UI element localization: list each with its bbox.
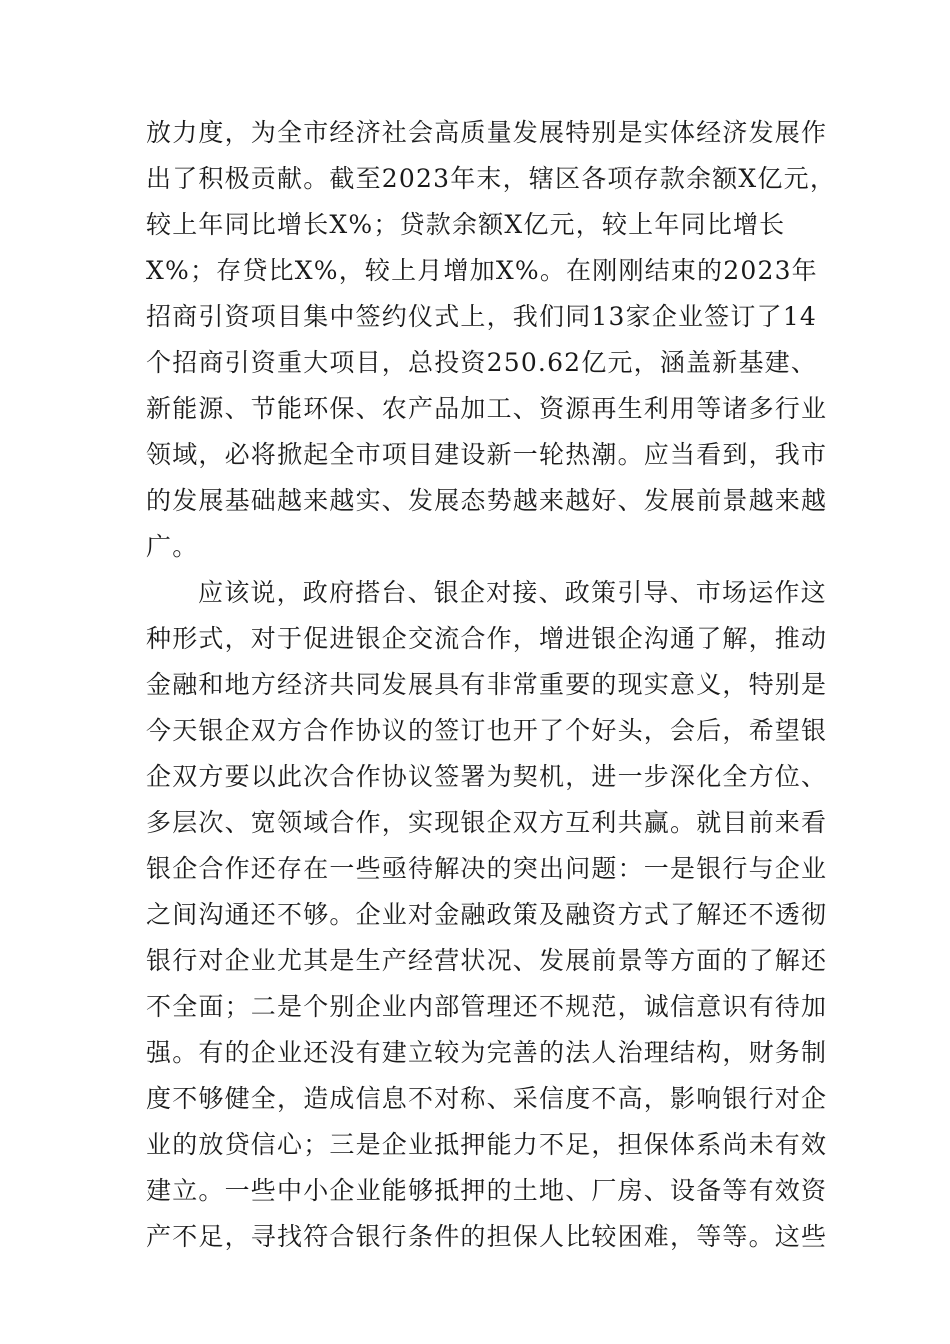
text-line: 金融和地方经济共同发展具有非常重要的现实意义，特别是 [146, 670, 828, 699]
text-line: 新能源、节能环保、农产品加工、资源再生利用等诸多行业 [146, 394, 828, 423]
text-line: 之间沟通还不够。企业对金融政策及融资方式了解还不透彻 [146, 900, 828, 929]
paragraph-1 [146, 110, 837, 570]
text-line: 业的放贷信心；三是企业抵押能力不足，担保体系尚未有效 [146, 1130, 828, 1159]
text-line: 广。 [146, 532, 199, 561]
text-line: 银企合作还存在一些亟待解决的突出问题：一是银行与企业 [146, 854, 828, 883]
text-line: 招商引资项目集中签约仪式上，我们同13家企业签订了14 [146, 302, 818, 331]
text-line: 度不够健全，造成信息不对称、采信度不高，影响银行对企 [146, 1084, 828, 1113]
text-line: 种形式，对于促进银企交流合作，增进银企沟通了解，推动 [146, 624, 828, 653]
text-line: 领域，必将掀起全市项目建设新一轮热潮。应当看到，我市 [146, 440, 828, 469]
text-line: X%；存贷比X%，较上月增加X%。在刚刚结束的2023年 [146, 256, 818, 285]
text-line: 的发展基础越来越实、发展态势越来越好、发展前景越来越 [146, 486, 828, 515]
text-line: 建立。一些中小企业能够抵押的土地、厂房、设备等有效资 [146, 1176, 828, 1205]
text-line: 多层次、宽领域合作，实现银企双方互利共赢。就目前来看 [146, 808, 828, 837]
text-line: 出了积极贡献。截至2023年末，辖区各项存款余额X亿元， [146, 164, 837, 193]
text-line: 放力度，为全市经济社会高质量发展特别是实体经济发展作 [146, 118, 828, 147]
text-line: 应该说，政府搭台、银企对接、政策引导、市场运作这 [198, 578, 827, 607]
text-line: 今天银企双方合作协议的签订也开了个好头，会后，希望银 [146, 716, 828, 745]
text-line: 产不足，寻找符合银行条件的担保人比较困难，等等。这些 [146, 1222, 828, 1251]
text-line: 个招商引资重大项目，总投资250.62亿元，涵盖新基建、 [146, 348, 818, 377]
text-line: 企双方要以此次合作协议签署为契机，进一步深化全方位、 [146, 762, 828, 791]
paragraph-2 [146, 570, 828, 1260]
text-line: 较上年同比增长X%；贷款余额X亿元，较上年同比增长 [146, 210, 786, 239]
text-line: 不全面；二是个别企业内部管理还不规范，诚信意识有待加 [146, 992, 828, 1021]
text-line: 强。有的企业还没有建立较为完善的法人治理结构，财务制 [146, 1038, 828, 1067]
body-text [146, 110, 837, 1260]
text-line: 银行对企业尤其是生产经营状况、发展前景等方面的了解还 [146, 946, 828, 975]
